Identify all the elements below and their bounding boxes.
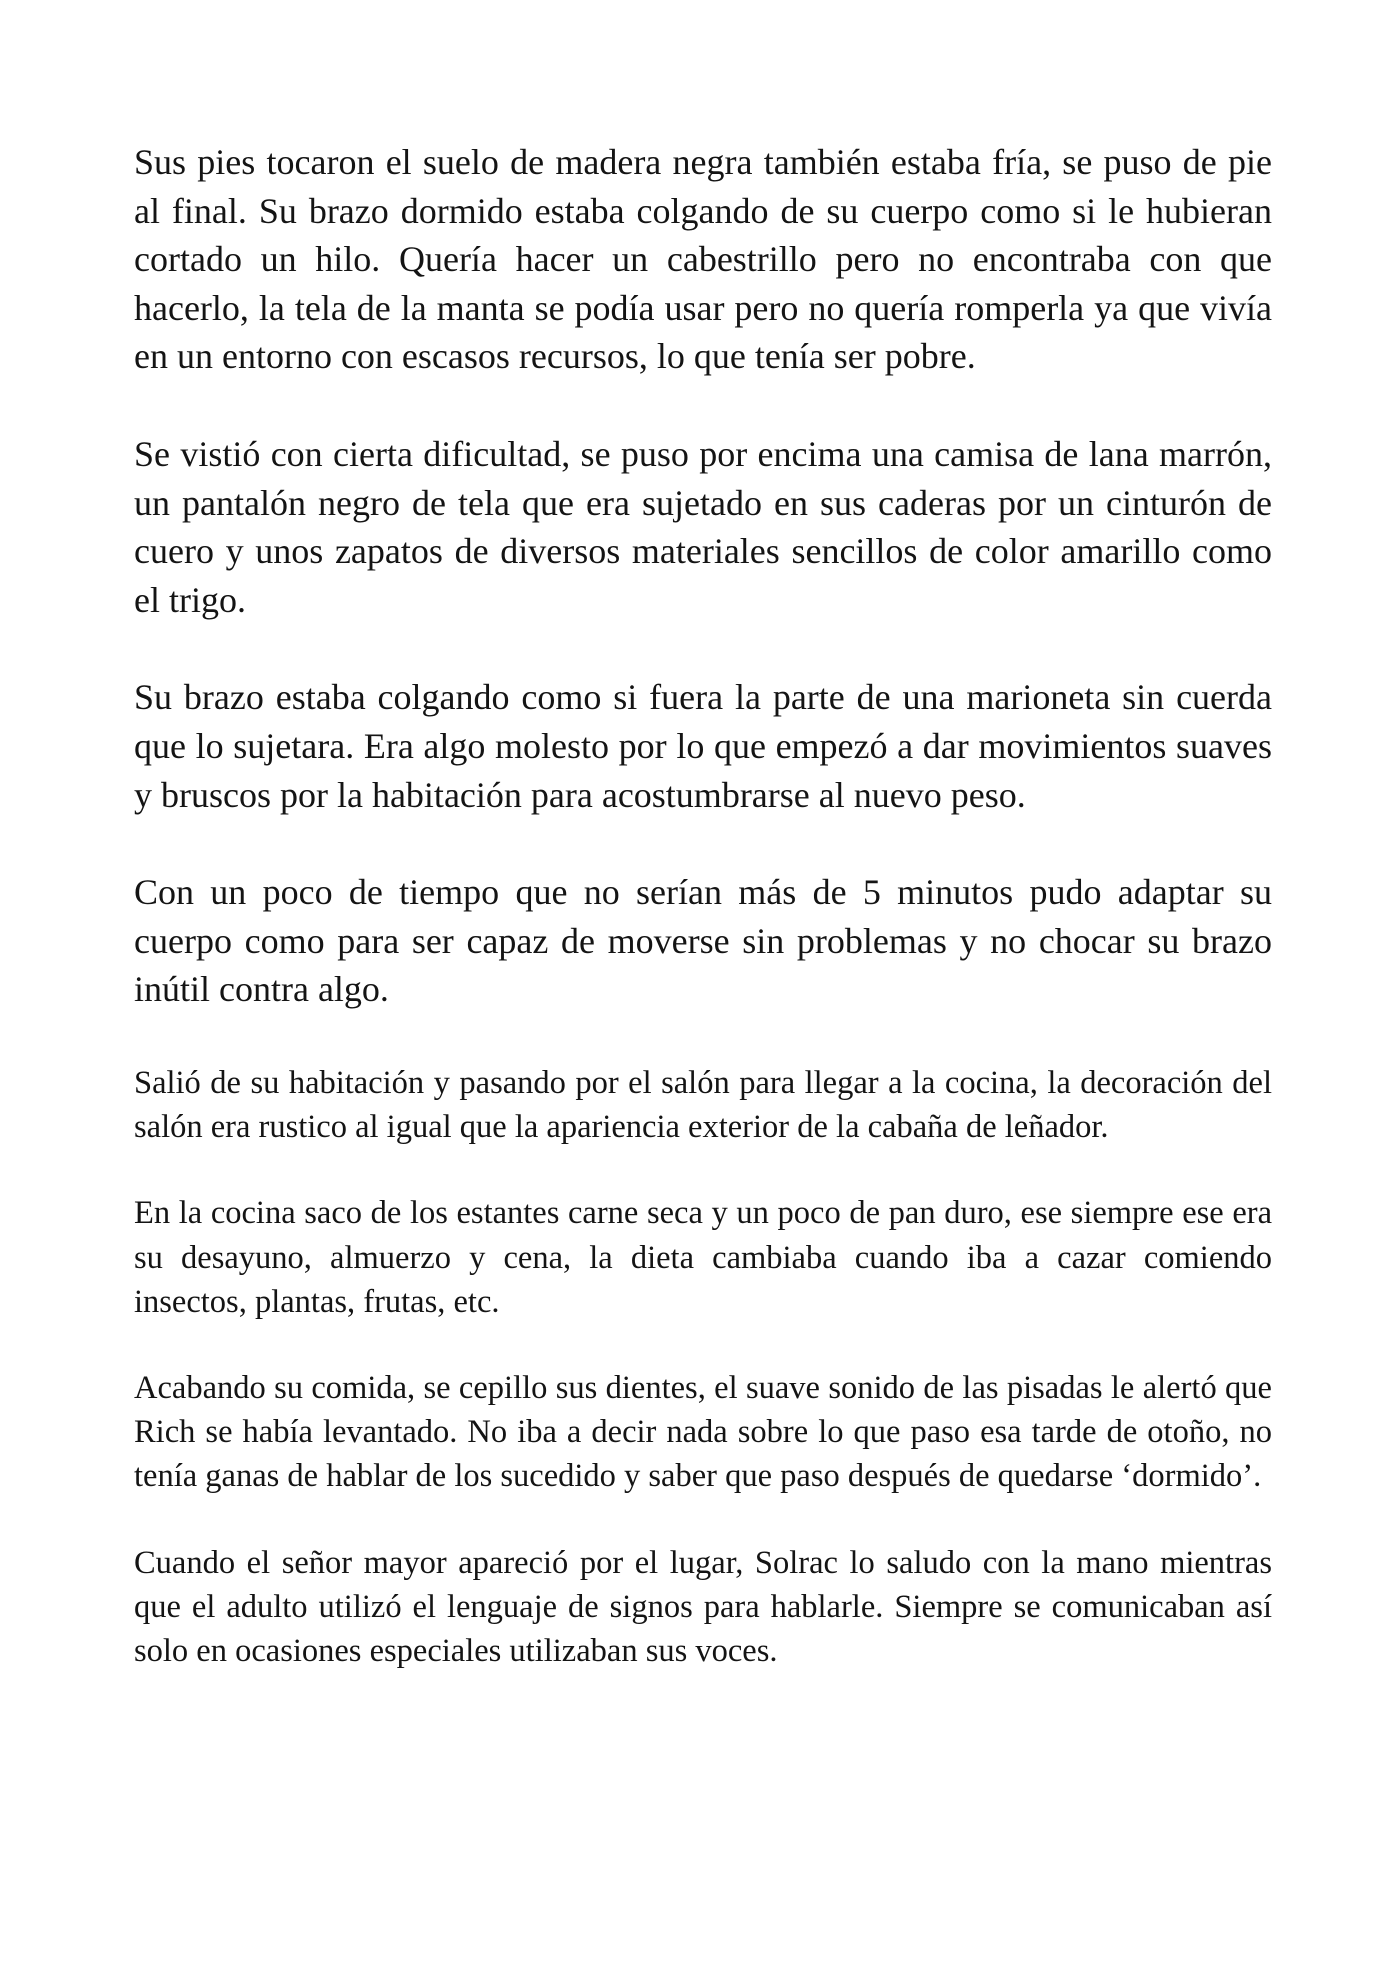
paragraph-6: En la cocina saco de los estantes carne seca y un poco de pan duro, ese siempre ese era su desayuno, almuerzo y cena, la dieta cambiaba cuando iba a cazar comiendo insectos, plantas, frutas, etc.	[134, 1195, 1272, 1320]
paragraph-3: Su brazo estaba colgando como si fuera la parte de una marioneta sin cuerda que lo sujetara. Era algo molesto por lo que empezó a dar movimientos suaves y bruscos por la habitación para acostumbrarse al nuevo peso.	[134, 677, 1272, 815]
paragraph-8: Cuando el señor mayor apareció por el lugar, Solrac lo saludo con la mano mientras que el adulto utilizó el lenguaje de signos para hablarle. Siempre se comunicaban así solo en ocasiones especiales utilizaban sus voces.	[134, 1544, 1272, 1669]
paragraph-2: Se vistió con cierta dificultad, se puso por encima una camisa de lana marrón, un pantalón negro de tela que era sujetado en sus caderas por un cinturón de cuero y unos zapatos de diversos materiales sencillos de color amarillo como el trigo.	[134, 433, 1272, 620]
paragraph-1: Sus pies tocaron el suelo de madera negra también estaba fría, se puso de pie al final. Su brazo dormido estaba colgando de su cuerpo como si le hubieran cortado un hilo. Quería hacer un cabestrillo pero no encontraba con que hacerlo, la tela de la manta se podía usar pero no quería romperla ya que vivía en un entorno con escasos recursos, lo que tenía ser pobre.	[134, 142, 1272, 377]
paragraph-7: Acabando su comida, se cepillo sus dientes, el suave sonido de las pisadas le alertó que Rich se había levantado. No iba a decir nada sobre lo que paso esa tarde de otoño, no tenía ganas de hablar de los sucedido y saber que paso después de quedarse ‘dormido’.	[134, 1369, 1272, 1495]
paragraph-4: Con un poco de tiempo que no serían más de 5 minutos pudo adaptar su cuerpo como para ser capaz de moverse sin problemas y no chocar su brazo inútil contra algo.	[134, 872, 1272, 1010]
paragraph-5: Salió de su habitación y pasando por el salón para llegar a la cocina, la decoración del salón era rustico al igual que la apariencia exterior de la cabaña de leñador.	[134, 1064, 1272, 1146]
